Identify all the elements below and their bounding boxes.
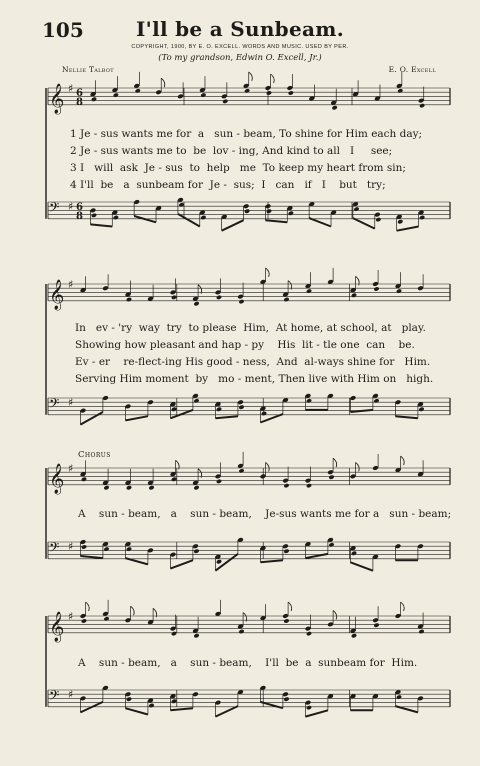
note-head [418,629,424,634]
note-head [148,485,154,490]
note-flag [271,74,275,83]
note-flag [266,268,270,277]
note-head [193,633,199,638]
note-beam [350,562,373,570]
note-head [171,407,177,412]
note-beam [353,218,375,229]
verse-4-line-b: Serving Him moment by mo - ment, Then live with Him on high. [75,373,434,385]
verse-3-line-a: 3 I will ask Je - sus to help me To keep my heart from sin; [70,162,406,174]
note-head [103,546,109,551]
note-head [126,546,132,551]
note-flag [86,602,90,611]
note-head [306,705,312,710]
note-head [148,703,154,708]
note-head [216,407,222,412]
verse-1-line-b: In ev - 'ry way try to please Him, At home, at school, at play. [75,322,426,334]
note-head [135,88,141,93]
note-head [332,105,338,110]
sharp-icon: ♯ [68,82,74,95]
note-head [216,295,222,300]
note-flag [356,462,360,471]
chorus-line-2: A sun - beam, a sun - beam, I'll be a sunbeam for Him. [78,657,418,669]
note-head [306,483,312,488]
note-beam [265,220,287,222]
composer-credit: E. O. Excell [388,65,436,74]
note-head [91,213,97,218]
time-signature-top: 6 [76,201,83,213]
note-beam [90,224,112,226]
note-head [419,215,425,220]
note-head [216,479,222,484]
note-beam [80,702,103,713]
note-head [81,618,87,623]
note-head [200,215,206,220]
note-head [283,697,289,702]
note-head [193,398,199,403]
note-beam [395,416,418,418]
note-head [288,90,294,95]
note-head [283,297,289,302]
note-head [216,559,222,564]
note-flag [266,462,270,471]
note-head [81,477,87,482]
note-head [306,288,312,293]
chorus-line-1: A sun - beam, a sun - beam, Je-sus wants me for a sun - beam; [78,508,452,520]
time-signature-top: 6 [76,87,83,99]
note-beam [305,710,328,716]
note-head [328,475,334,480]
note-head [81,544,87,549]
verse-2-line-b: Showing how pleasant and hap - py His lit - tle one can be. [75,339,415,351]
note-head [91,97,97,102]
note-head [261,411,267,416]
note-beam [178,214,200,227]
note-head [193,301,199,306]
note-head [351,293,357,298]
note-beam [309,218,331,226]
bass-clef-icon: 𝄢 [49,395,60,415]
note-head [375,217,381,222]
note-head [193,485,199,490]
sharp-icon: ♯ [68,396,74,410]
note-beam [260,560,283,562]
note-head [418,407,424,412]
lyricist-credit: Nellie Talbot [62,65,114,74]
note-head [126,697,132,702]
note-beam [397,227,419,231]
dedication: (To my grandson, Edwin O. Excell, Jr.) [158,53,322,63]
sharp-icon: ♯ [68,540,74,554]
note-head [171,699,177,704]
note-head [351,551,357,556]
note-beam [125,416,147,420]
note-head [353,206,359,211]
verse-3-line-b: Ev - er re-flect-ing His good - ness, And al-ways shine for Him. [75,356,431,368]
note-head [397,88,403,93]
note-beam [222,220,244,231]
note-beam [134,216,156,222]
note-head [126,297,132,302]
verse-1-line-a: 1 Je - sus wants me for a sun - beam, To shine for Him each day; [70,128,423,140]
note-head [244,88,250,93]
note-head [266,90,272,95]
note-head [373,623,379,628]
note-flag [288,602,292,611]
note-beam [170,560,193,568]
note-head [373,286,379,291]
note-beam [80,412,103,425]
chorus-label: Chorus [78,450,111,460]
note-beam [125,708,147,714]
note-head [328,542,334,547]
time-signature-bottom: 8 [76,210,83,222]
note-head [306,631,312,636]
note-head [113,92,119,97]
note-head [244,209,250,214]
note-head [238,299,244,304]
note-flag [401,602,405,611]
treble-clef-icon: 𝄞 [49,279,65,310]
note-head [283,549,289,554]
note-head [222,99,228,104]
time-signature-bottom: 8 [76,96,83,108]
note-head [266,209,272,214]
bass-clef-icon: 𝄢 [49,539,60,559]
sharp-icon: ♯ [68,610,74,623]
note-head [306,398,312,403]
note-head [126,485,132,490]
note-head [238,629,244,634]
note-beam [215,416,238,418]
treble-clef-icon: 𝄞 [49,463,65,494]
verse-4-line-a: 4 I'll be a sunbeam for Je - sus; I can if I but try; [70,179,386,191]
note-flag [131,606,135,615]
bass-clef-icon: 𝄢 [49,199,60,219]
sharp-icon: ♯ [68,278,74,291]
treble-clef-icon: 𝄞 [49,611,65,642]
note-flag [401,456,405,465]
sharp-icon: ♯ [68,462,74,475]
treble-clef-icon: 𝄞 [49,83,65,114]
note-head [397,219,403,224]
note-head [103,616,109,621]
note-head [373,398,379,403]
note-beam [350,410,373,412]
note-beam [215,706,238,717]
note-head [238,468,244,473]
note-head [171,295,177,300]
note-flag [249,72,253,81]
note-head [351,633,357,638]
hymn-title: I'll be a Sunbeam. [136,17,344,41]
note-head [193,549,199,554]
note-head [283,618,289,623]
note-head [288,211,294,216]
note-beam [170,708,193,710]
verse-2-line-a: 2 Je - sus wants me to be lov - ing, And kind to all I see; [70,145,393,157]
note-head [419,103,425,108]
hymn-number: 105 [42,18,84,42]
note-head [113,215,119,220]
note-head [103,485,109,490]
bass-clef-icon: 𝄢 [49,687,60,707]
note-flag [161,78,165,87]
sharp-icon: ♯ [68,200,74,214]
note-head [171,631,177,636]
sharp-icon: ♯ [68,688,74,702]
note-head [396,694,402,699]
copyright-notice: COPYRIGHT, 1900, BY E. O. EXCELL. WORDS AND MUSIC. USED BY PER. [131,44,349,50]
note-head [283,483,289,488]
note-head [200,92,206,97]
note-head [238,405,244,410]
note-flag [333,610,337,619]
note-beam [80,556,103,558]
note-head [396,288,402,293]
note-flag [333,458,337,467]
note-head [171,477,177,482]
